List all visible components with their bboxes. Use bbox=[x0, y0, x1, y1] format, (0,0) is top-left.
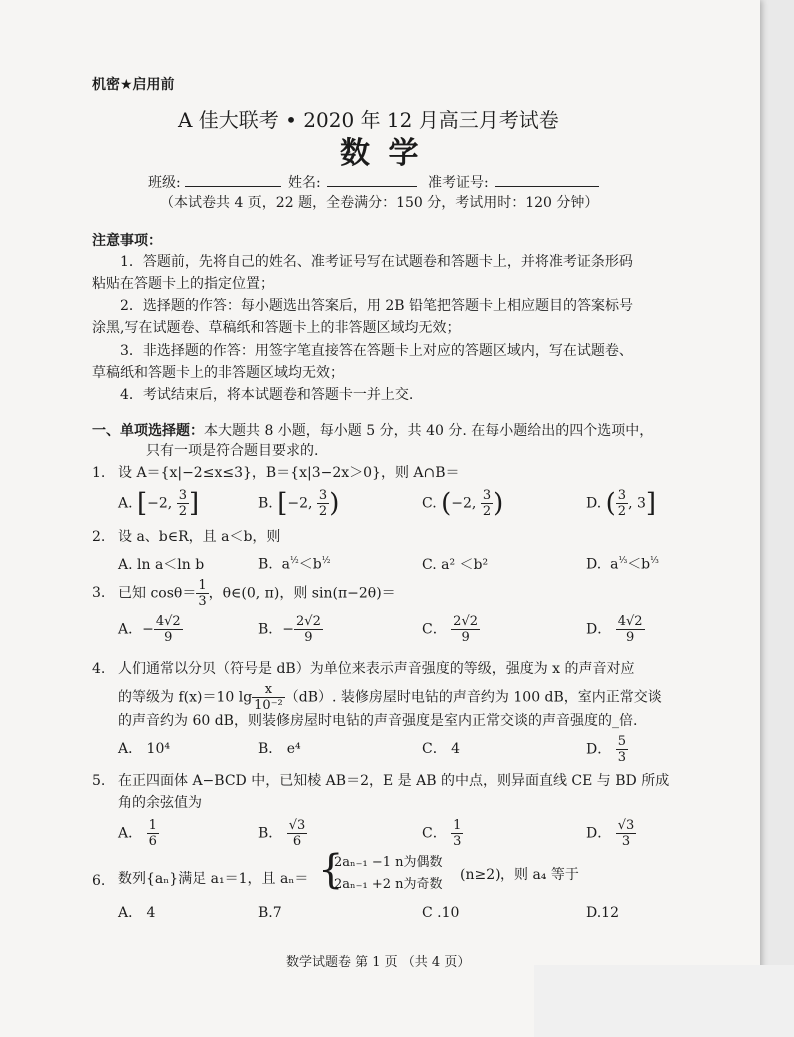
q4-line2-post: （dB）. 装修房屋时电钻的声音约为 100 dB，室内正常交谈 bbox=[284, 689, 662, 706]
q5-b-den: 6 bbox=[292, 834, 302, 849]
q1-c-close: ) bbox=[493, 488, 504, 519]
q2-b-exp2: ½ bbox=[321, 556, 331, 566]
q1-d-close: ] bbox=[645, 488, 657, 519]
q6-stem-post: ，则 a₄ 等于 bbox=[500, 867, 579, 883]
q2-option-d bbox=[586, 552, 659, 574]
q4-d-label: D． bbox=[586, 741, 612, 758]
q1-a-pre: −2, bbox=[147, 495, 173, 512]
q4-frac-num: x bbox=[252, 682, 285, 698]
q5-d-den: 3 bbox=[621, 834, 631, 849]
q3-b-label: B． bbox=[258, 621, 283, 638]
q5-c-den: 3 bbox=[453, 834, 462, 849]
q2-d-label: D. bbox=[586, 556, 602, 573]
q3-option-d bbox=[586, 614, 645, 645]
q3-d-num: 4√2 bbox=[617, 614, 643, 629]
q6-number: 6. bbox=[92, 873, 106, 889]
q5-line-2: 角的余弦值为 bbox=[118, 795, 202, 811]
subject-title: 数 学 bbox=[340, 136, 423, 171]
q3-d-label: D． bbox=[586, 621, 612, 638]
q2-d-exp2: ⅓ bbox=[650, 556, 659, 566]
q3-a-sign: − bbox=[142, 621, 154, 638]
q4-option-c: C． 4 bbox=[422, 741, 461, 757]
q4-d-frac bbox=[616, 734, 628, 765]
q5-number: 5. bbox=[92, 773, 106, 789]
q5-a-frac bbox=[147, 818, 159, 849]
q4-line-1: 人们通常以分贝（符号是 dB）为单位来表示声音强度的等级，强度为 x 的声音对应 bbox=[118, 661, 635, 677]
name-label: 姓名: bbox=[288, 175, 321, 191]
q3-c-frac bbox=[451, 614, 480, 645]
q1-b-pre: −2, bbox=[287, 495, 313, 512]
q3-option-a bbox=[118, 614, 183, 645]
q5-a-label: A． bbox=[118, 825, 143, 842]
q5-a-den: 6 bbox=[148, 834, 157, 849]
q4-d-num: 5 bbox=[617, 734, 626, 749]
section-title: 一、单项选择题： bbox=[92, 423, 204, 439]
class-blank bbox=[185, 172, 281, 187]
q3-stem-frac bbox=[196, 578, 208, 609]
q3-c-label: C． bbox=[422, 621, 447, 638]
q1-d-open: ( bbox=[605, 488, 616, 519]
q6-brace: { bbox=[318, 847, 344, 893]
q5-b-label: B． bbox=[258, 825, 283, 842]
q1-a-open: [ bbox=[137, 488, 148, 519]
q1-d-post: , 3 bbox=[628, 495, 646, 512]
q1-c-label: C. bbox=[422, 495, 437, 512]
q3-c-den: 9 bbox=[461, 630, 470, 645]
exam-info: （本试卷共 4 页，22 题，全卷满分：150 分，考试用时：120 分钟） bbox=[160, 195, 599, 211]
id-blank bbox=[495, 172, 599, 187]
q3-number: 3. bbox=[92, 585, 106, 601]
section-desc-1: 本大题共 8 小题，每小题 5 分，共 40 分. 在每小题给出的四个选项中， bbox=[204, 423, 654, 439]
q1-c-num: 3 bbox=[482, 488, 492, 503]
q3-a-frac bbox=[154, 614, 183, 645]
note-4: 4．考试结束后，将本试题卷和答题卡一并上交. bbox=[120, 387, 414, 403]
q5-option-d bbox=[586, 818, 636, 849]
q1-b-label: B. bbox=[258, 495, 273, 512]
q5-option-c bbox=[422, 818, 463, 849]
note-2b: 涂黑,写在试题卷、草稿纸和答题卡上的非答题区域均无效； bbox=[92, 320, 461, 336]
q1-b-close: ) bbox=[329, 488, 340, 519]
q2-b-base: a bbox=[281, 556, 291, 573]
q1-a-num: 3 bbox=[178, 488, 187, 503]
q3-a-num: 4√2 bbox=[155, 614, 181, 629]
q4-number: 4. bbox=[92, 661, 106, 677]
name-field bbox=[288, 172, 417, 192]
q3-a-den: 9 bbox=[164, 630, 173, 645]
q4-line2-pre: 的等级为 f(x)＝10 lg bbox=[118, 689, 253, 706]
q1-d-num: 3 bbox=[617, 488, 627, 503]
q1-d-den: 2 bbox=[617, 504, 627, 519]
q5-d-label: D． bbox=[586, 825, 612, 842]
q5-a-num: 1 bbox=[148, 818, 157, 833]
q5-c-frac bbox=[451, 818, 463, 849]
q1-stem: 设 A＝{x|−2≤x≤3}，B＝{x|3−2x＞0}，则 A∩B＝ bbox=[118, 465, 460, 481]
q5-c-num: 1 bbox=[453, 818, 462, 833]
q5-option-b bbox=[258, 818, 307, 849]
q1-option-a bbox=[118, 488, 199, 519]
q3-c-num: 2√2 bbox=[453, 614, 478, 629]
q3-b-den: 9 bbox=[304, 630, 313, 645]
q4-option-a: A． 10⁴ bbox=[118, 741, 170, 757]
q5-option-a bbox=[118, 818, 159, 849]
q2-d-exp: ⅓ bbox=[618, 556, 628, 566]
note-3b: 草稿纸和答题卡上的非答题区域均无效； bbox=[92, 365, 344, 381]
page-footer: 数学试题卷 第 1 页 （共 4 页） bbox=[286, 955, 471, 970]
background-corner bbox=[534, 965, 794, 1037]
q3-option-c bbox=[422, 614, 480, 645]
q1-c-open: ( bbox=[441, 488, 452, 519]
q1-a-label: A. bbox=[118, 495, 133, 512]
class-field bbox=[148, 172, 281, 192]
q1-a-close: ] bbox=[189, 488, 200, 519]
q2-option-b bbox=[258, 552, 330, 574]
q3-a-label: A． bbox=[118, 621, 143, 638]
q1-b-open: [ bbox=[277, 488, 288, 519]
q1-option-c bbox=[422, 488, 503, 519]
q1-c-pre: −2, bbox=[451, 495, 477, 512]
q4-option-b: B． e⁴ bbox=[258, 741, 301, 757]
q2-b-mid: ＜b bbox=[298, 556, 322, 573]
q3-stem-den: 3 bbox=[198, 594, 207, 609]
q1-a-den: 2 bbox=[178, 504, 187, 519]
q2-d-mid: ＜b bbox=[627, 556, 651, 573]
note-1a: 1．答题前，先将自己的姓名、准考证号写在试题卷和答题卡上，并将准考证条形码 bbox=[120, 254, 633, 270]
q4-d-den: 3 bbox=[617, 750, 626, 765]
q1-c-frac bbox=[481, 488, 493, 519]
q5-line-1: 在正四面体 A−BCD 中，已知棱 AB＝2，E 是 AB 的中点，则异面直线 CE 与 BD 所成 bbox=[118, 773, 670, 789]
q3-option-b bbox=[258, 614, 323, 645]
section-desc-2: 只有一项是符合题目要求的. bbox=[146, 443, 319, 459]
class-label: 班级: bbox=[148, 175, 181, 191]
q3-stem-num: 1 bbox=[198, 578, 207, 593]
q3-b-sign: − bbox=[282, 621, 295, 638]
q5-b-frac bbox=[287, 818, 308, 849]
q2-b-exp: ½ bbox=[290, 556, 299, 566]
note-3a: 3．非选择题的作答：用签字笔直接答在答题卡上对应的答题区域内，写在试题卷、 bbox=[120, 343, 633, 359]
q3-stem-pre: 已知 cosθ＝ bbox=[118, 585, 197, 602]
q3-stem bbox=[118, 578, 396, 609]
q3-stem-post: ，θ∈(0, π)，则 sin(π−2θ)＝ bbox=[208, 585, 396, 602]
q4-frac bbox=[252, 682, 285, 713]
q1-option-d bbox=[586, 488, 656, 519]
note-1b: 粘贴在答题卡上的指定位置； bbox=[92, 276, 274, 292]
q3-b-frac bbox=[294, 614, 323, 645]
q1-option-b bbox=[258, 488, 339, 519]
q6-option-b: B.7 bbox=[258, 905, 282, 921]
section-heading bbox=[92, 422, 653, 440]
q6-case-2: 2aₙ₋₁ +2 n为奇数 bbox=[334, 877, 443, 892]
q2-option-c: C. a² ＜b² bbox=[422, 557, 489, 573]
q2-number: 2. bbox=[92, 529, 106, 545]
q4-frac-den: 10⁻² bbox=[254, 698, 283, 713]
q1-b-den: 2 bbox=[318, 504, 328, 519]
q6-option-d: D.12 bbox=[586, 905, 619, 921]
q2-d-base: a bbox=[610, 556, 619, 573]
notes-title: 注意事项： bbox=[92, 233, 162, 249]
q1-b-num: 3 bbox=[318, 488, 328, 503]
q1-a-frac bbox=[177, 488, 189, 519]
q1-number: 1. bbox=[92, 465, 106, 481]
id-field bbox=[428, 172, 599, 192]
q3-d-den: 9 bbox=[625, 630, 635, 645]
q5-b-num: √3 bbox=[288, 818, 306, 833]
q4-option-d bbox=[586, 734, 628, 765]
exam-title: A 佳大联考 • 2020 年 12 月高三月考试卷 bbox=[178, 108, 559, 132]
q1-d-label: D. bbox=[586, 495, 602, 512]
q5-d-num: √3 bbox=[617, 818, 635, 833]
q6-stem-pre: 数列{aₙ}满足 a₁＝1，且 aₙ＝ bbox=[118, 871, 309, 887]
name-blank bbox=[327, 172, 417, 187]
id-label: 准考证号: bbox=[428, 175, 489, 191]
q2-stem: 设 a、b∈R，且 a＜b，则 bbox=[118, 529, 281, 545]
q6-condition: (n≥2) bbox=[460, 867, 501, 883]
q3-d-frac bbox=[616, 614, 645, 645]
note-2a: 2．选择题的作答：每小题选出答案后，用 2B 铅笔把答题卡上相应题目的答案标号 bbox=[120, 298, 634, 314]
q1-c-den: 2 bbox=[482, 504, 492, 519]
q1-b-frac bbox=[317, 488, 329, 519]
q4-line-3: 的声音约为 60 dB，则装修房屋时电钻的声音强度是室内正常交谈的声音强度的_倍. bbox=[118, 713, 638, 729]
q6-case-1: 2aₙ₋₁ −1 n为偶数 bbox=[334, 855, 443, 870]
q4-line-2 bbox=[118, 682, 662, 713]
q5-d-frac bbox=[616, 818, 637, 849]
q2-option-a: A. ln a＜ln b bbox=[118, 557, 205, 573]
confidential-mark: 机密★启用前 bbox=[92, 77, 175, 93]
q1-d-frac bbox=[616, 488, 628, 519]
q6-option-a: A． 4 bbox=[118, 905, 156, 921]
q5-c-label: C． bbox=[422, 825, 447, 842]
q6-option-c: C .10 bbox=[422, 905, 460, 921]
q3-b-num: 2√2 bbox=[296, 614, 321, 629]
q2-b-label: B. bbox=[258, 556, 273, 573]
